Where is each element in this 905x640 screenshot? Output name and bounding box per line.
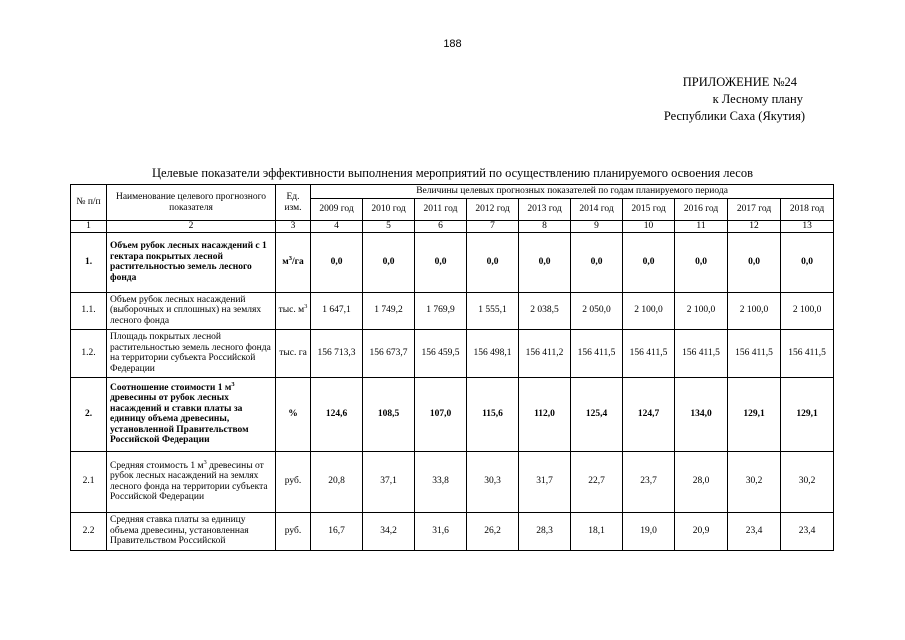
header-year: 2011 год: [415, 199, 467, 221]
indicator-name: Площадь покрытых лесной растительностью земель лесного фонда на территории субъекта Российской Федерации: [107, 329, 276, 377]
value-cell: 23,4: [728, 512, 781, 550]
indicator-name: Средняя ставка платы за единицу объема древесины, установленная Правительством Российской: [107, 512, 276, 550]
value-cell: 156 713,3: [311, 329, 363, 377]
table-row: [71, 232, 834, 292]
header-unit: Ед. изм.: [276, 185, 311, 221]
appendix-subject: к Лесному плану: [712, 92, 803, 106]
value-cell: 2 050,0: [571, 292, 623, 329]
value-cell: 2 038,5: [519, 292, 571, 329]
unit-cell: $м^3/га$: [276, 232, 311, 292]
indicator-name: Объем рубок лесных насаждений (выборочных и сплошных) на землях лесного фонда: [107, 292, 276, 329]
header-year: 2015 год: [623, 199, 675, 221]
value-cell: 37,1: [363, 451, 415, 512]
table-row: [71, 377, 834, 451]
value-cell: 16,7: [311, 512, 363, 550]
value-cell: 0,0: [623, 232, 675, 292]
value-cell: 2 100,0: [675, 292, 728, 329]
header-num: № п/п: [71, 185, 107, 221]
unit-cell: руб.: [276, 512, 311, 550]
header-row-top: [71, 185, 834, 199]
value-cell: 0,0: [519, 232, 571, 292]
header-year: 2013 год: [519, 199, 571, 221]
value-cell: 156 411,5: [623, 329, 675, 377]
value-cell: 26,2: [467, 512, 519, 550]
value-cell: 134,0: [675, 377, 728, 451]
appendix-number: ПРИЛОЖЕНИЕ №24: [682, 75, 797, 89]
value-cell: 2 100,0: [781, 292, 834, 329]
value-cell: 23,4: [781, 512, 834, 550]
value-cell: 18,1: [571, 512, 623, 550]
unit-cell: тыс. $м^3$: [276, 292, 311, 329]
indicators-table: [70, 184, 834, 551]
value-cell: 22,7: [571, 451, 623, 512]
header-year: 2009 год: [311, 199, 363, 221]
value-cell: 156 673,7: [363, 329, 415, 377]
value-cell: 28,3: [519, 512, 571, 550]
column-number: 5: [363, 221, 415, 233]
header-values-group: Величины целевых прогнозных показателей по годам планируемого периода: [311, 185, 834, 199]
column-number: 13: [781, 221, 834, 233]
header-year: 2017 год: [728, 199, 781, 221]
table-row: [71, 292, 834, 329]
value-cell: 1 769,9: [415, 292, 467, 329]
value-cell: 1 749,2: [363, 292, 415, 329]
table-row: [71, 512, 834, 550]
value-cell: 156 411,5: [675, 329, 728, 377]
row-number: 2.2: [71, 512, 107, 550]
column-number: 1: [71, 221, 107, 233]
value-cell: 23,7: [623, 451, 675, 512]
unit-cell: тыс. га: [276, 329, 311, 377]
value-cell: 156 411,2: [519, 329, 571, 377]
value-cell: 34,2: [363, 512, 415, 550]
column-number: 11: [675, 221, 728, 233]
value-cell: 19,0: [623, 512, 675, 550]
value-cell: 108,5: [363, 377, 415, 451]
value-cell: 28,0: [675, 451, 728, 512]
value-cell: 1 647,1: [311, 292, 363, 329]
value-cell: 156 459,5: [415, 329, 467, 377]
header-indicator-name: Наименование целевого прогнозного показателя: [107, 185, 276, 221]
row-number: 1.1.: [71, 292, 107, 329]
row-number: 1.2.: [71, 329, 107, 377]
header-year: 2018 год: [781, 199, 834, 221]
header-year: 2016 год: [675, 199, 728, 221]
value-cell: 129,1: [781, 377, 834, 451]
value-cell: 112,0: [519, 377, 571, 451]
row-number: 1.: [71, 232, 107, 292]
page-number: 188: [443, 38, 462, 50]
table-row: [71, 329, 834, 377]
indicator-name: Средняя стоимость 1 $м^3$ древесины от рубок лесных насаждений на землях лесного фонда на территории субъекта Российской Федерации: [107, 451, 276, 512]
row-number: 2.: [71, 377, 107, 451]
column-number: 2: [107, 221, 276, 233]
value-cell: 31,7: [519, 451, 571, 512]
unit-cell: руб.: [276, 451, 311, 512]
appendix-region: Республики Саха (Якутия): [663, 109, 805, 123]
column-numbers-row: [71, 221, 834, 233]
column-number: 10: [623, 221, 675, 233]
value-cell: 129,1: [728, 377, 781, 451]
value-cell: 156 498,1: [467, 329, 519, 377]
header-year: 2012 год: [467, 199, 519, 221]
value-cell: 107,0: [415, 377, 467, 451]
value-cell: 0,0: [571, 232, 623, 292]
value-cell: 124,7: [623, 377, 675, 451]
value-cell: 124,6: [311, 377, 363, 451]
value-cell: 2 100,0: [623, 292, 675, 329]
table-title: Целевые показатели эффективности выполнения мероприятий по осуществлению планируемого освоения лесов: [151, 166, 753, 180]
value-cell: 0,0: [363, 232, 415, 292]
value-cell: 20,9: [675, 512, 728, 550]
value-cell: 156 411,5: [781, 329, 834, 377]
value-cell: 1 555,1: [467, 292, 519, 329]
column-number: 6: [415, 221, 467, 233]
indicator-name: Соотношение стоимости 1 $м^3$ древесины от рубок лесных насаждений и ставки платы за единицу объема древесины, установленной Правительством Российской Федерации: [107, 377, 276, 451]
row-number: 2.1: [71, 451, 107, 512]
column-number: 7: [467, 221, 519, 233]
column-number: 9: [571, 221, 623, 233]
value-cell: 31,6: [415, 512, 467, 550]
value-cell: 0,0: [311, 232, 363, 292]
header-year: 2014 год: [571, 199, 623, 221]
table-row: [71, 451, 834, 512]
column-number: 4: [311, 221, 363, 233]
value-cell: 115,6: [467, 377, 519, 451]
value-cell: 0,0: [781, 232, 834, 292]
column-number: 12: [728, 221, 781, 233]
value-cell: 0,0: [415, 232, 467, 292]
value-cell: 33,8: [415, 451, 467, 512]
value-cell: 156 411,5: [728, 329, 781, 377]
header-year: 2010 год: [363, 199, 415, 221]
column-number: 3: [276, 221, 311, 233]
value-cell: 0,0: [728, 232, 781, 292]
appendix-caption: [664, 74, 805, 125]
value-cell: 20,8: [311, 451, 363, 512]
indicator-name: Объем рубок лесных насаждений с 1 гектара покрытых лесной растительностью земель лесного фонда: [107, 232, 276, 292]
value-cell: 30,3: [467, 451, 519, 512]
column-number: 8: [519, 221, 571, 233]
value-cell: 30,2: [781, 451, 834, 512]
value-cell: 0,0: [467, 232, 519, 292]
unit-cell: %: [276, 377, 311, 451]
value-cell: 30,2: [728, 451, 781, 512]
value-cell: 125,4: [571, 377, 623, 451]
value-cell: 2 100,0: [728, 292, 781, 329]
value-cell: 156 411,5: [571, 329, 623, 377]
value-cell: 0,0: [675, 232, 728, 292]
